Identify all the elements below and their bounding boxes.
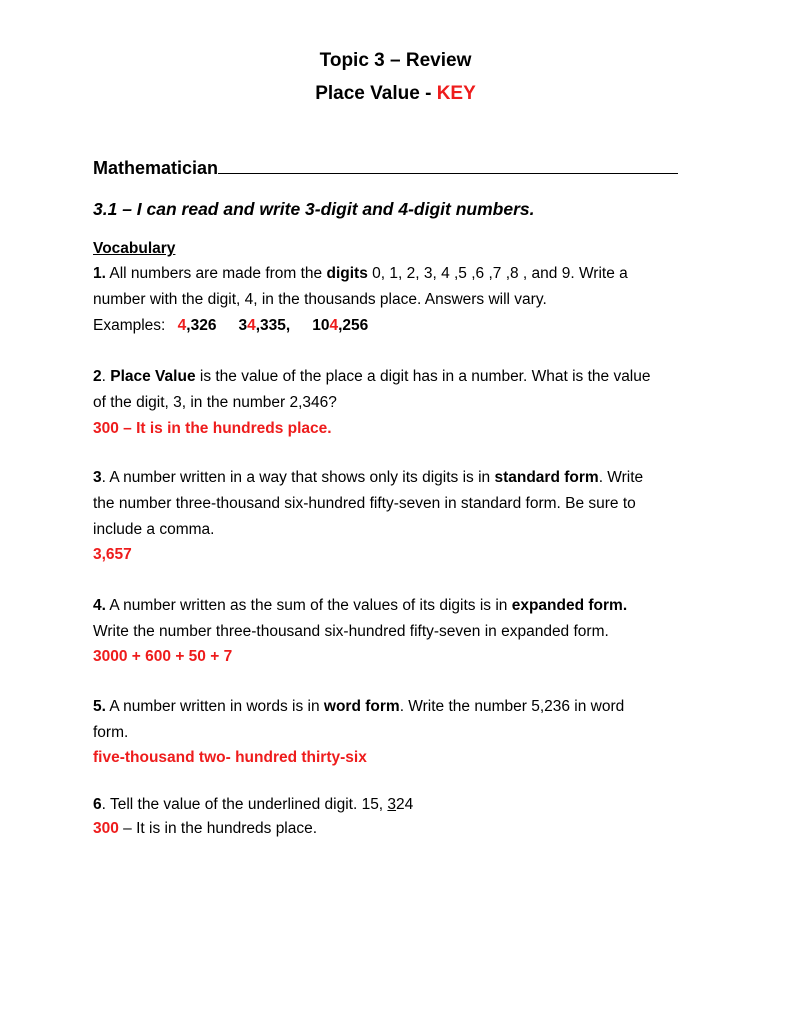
- q6-text-a: . Tell the value of the underlined digit. 15,: [101, 796, 388, 813]
- mathematician-label: Mathematician: [93, 158, 219, 178]
- vocabulary-heading: Vocabulary: [93, 240, 176, 257]
- q3-term: standard form: [494, 469, 599, 486]
- example-3: [312, 317, 368, 334]
- q1-line2: number with the digit, 4, in the thousands place. Answers will vary.: [93, 291, 547, 308]
- q6-answer-value: 300: [93, 820, 119, 837]
- examples-label: Examples:: [93, 317, 170, 334]
- q6-line1: [93, 796, 413, 814]
- q4-line1: [93, 597, 627, 615]
- q3-line3: include a comma.: [93, 521, 215, 538]
- q1-text-a: All numbers are made from the: [105, 265, 327, 282]
- key-label: KEY: [436, 83, 476, 104]
- q1-examples: [93, 317, 368, 335]
- q2-line1: [93, 368, 651, 386]
- objective-heading: 3.1 – I can read and write 3-digit and 4-digit numbers.: [93, 199, 535, 219]
- mathematician-line: [93, 155, 678, 179]
- q5-line2: form.: [93, 724, 129, 741]
- q1-number: 1.: [93, 265, 106, 282]
- q1-line1: [93, 265, 628, 283]
- q3-line2: the number three-thousand six-hundred fifty-seven in standard form. Be sure to: [93, 495, 636, 512]
- example-1-rest: ,326: [186, 317, 217, 334]
- q4-term: expanded form.: [511, 597, 628, 614]
- q4-number: 4.: [93, 597, 106, 614]
- name-blank[interactable]: [218, 155, 678, 174]
- q5-term: word form: [323, 698, 400, 715]
- q2-line2: of the digit, 3, in the number 2,346?: [93, 394, 337, 411]
- q2-text-a: is the value of the place a digit has in a number. What is the value: [195, 368, 651, 385]
- q3-number: 3: [93, 469, 102, 486]
- q5-line1: [93, 698, 624, 716]
- q6-answer-text: – It is in the hundreds place.: [118, 820, 318, 837]
- q2-answer: 300 – It is in the hundreds place.: [93, 420, 332, 437]
- q4-text-a: A number written as the sum of the values of its digits is in: [105, 597, 512, 614]
- q3-line1: [93, 469, 643, 487]
- subtitle-text: Place Value -: [315, 83, 437, 104]
- example-2-digit: 4: [247, 317, 256, 334]
- q6-number: 6: [93, 796, 102, 813]
- q1-text-b: 0, 1, 2, 3, 4 ,5 ,6 ,7 ,8 , and 9. Write a: [367, 265, 628, 282]
- example-1: [178, 317, 217, 334]
- page-subtitle: [0, 83, 791, 105]
- q3-text-a: . A number written in a way that shows only its digits is in: [101, 469, 495, 486]
- example-2-pre: 3: [238, 317, 248, 334]
- q6-answer: [93, 820, 317, 838]
- title-line1: Topic 3 – Review: [319, 50, 472, 71]
- q4-answer: 3000 + 600 + 50 + 7: [93, 648, 233, 665]
- example-3-rest: ,256: [338, 317, 369, 334]
- q5-number: 5.: [93, 698, 106, 715]
- example-1-digit: 4: [177, 317, 187, 334]
- example-3-pre: 10: [312, 317, 330, 334]
- q2-dot: .: [101, 368, 111, 385]
- page-title: [0, 50, 791, 72]
- q3-text-b: . Write: [598, 469, 644, 486]
- q5-text-a: A number written in words is in: [105, 698, 324, 715]
- q2-term: Place Value: [110, 368, 196, 385]
- q6-underlined-digit: 3: [387, 796, 397, 813]
- q4-line2: Write the number three-thousand six-hundred fifty-seven in expanded form.: [93, 623, 609, 640]
- example-2: [238, 317, 290, 334]
- example-2-rest: ,335,: [255, 317, 291, 334]
- q5-answer: five-thousand two- hundred thirty-six: [93, 749, 367, 766]
- q5-text-b: . Write the number 5,236 in word: [399, 698, 625, 715]
- q3-answer: 3,657: [93, 546, 132, 563]
- example-3-digit: 4: [329, 317, 339, 334]
- q2-number: 2: [93, 368, 102, 385]
- q6-text-b: 24: [396, 796, 414, 813]
- q1-term: digits: [326, 265, 368, 282]
